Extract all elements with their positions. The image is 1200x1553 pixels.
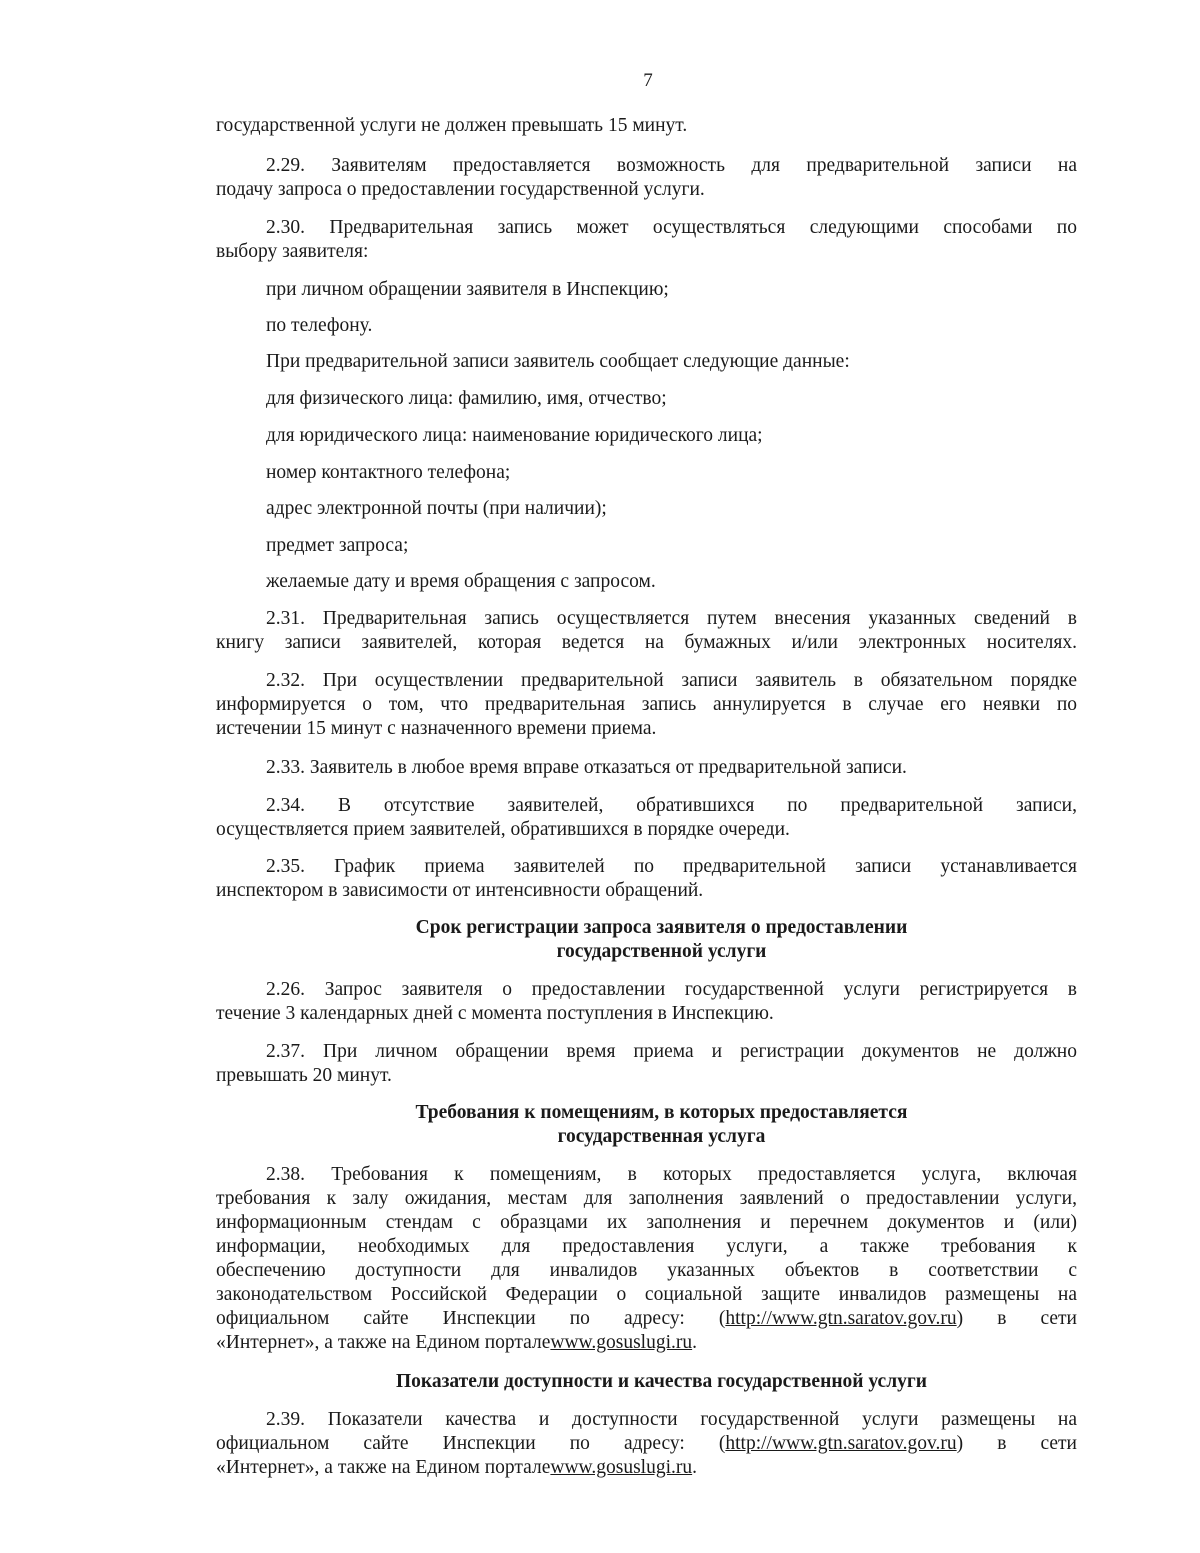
text-line: при личном обращении заявителя в Инспекцию; <box>266 279 669 300</box>
text-line: инспектором в зависимости от интенсивности обращений. <box>216 880 704 901</box>
text-line: превышать 20 минут. <box>216 1065 392 1086</box>
text-line: по телефону. <box>266 315 373 336</box>
text-line: требования к залу ожидания, местам для заполнения заявлений о предоставлении услуги, <box>216 1188 1077 1209</box>
text-line: желаемые дату и время обращения с запросом. <box>266 571 656 592</box>
text-line: информации, необходимых для предоставления услуги, а также требования к <box>216 1236 1077 1257</box>
page-number: 7 <box>643 70 653 91</box>
gosuslugi-link[interactable]: www.gosuslugi.ru <box>550 1332 693 1353</box>
text-line: При предварительной записи заявитель сообщает следующие данные: <box>266 351 850 372</box>
text-line: предмет запроса; <box>266 535 409 556</box>
text-line <box>216 1307 1077 1331</box>
gosuslugi-link[interactable]: www.gosuslugi.ru <box>550 1457 693 1478</box>
text-fragment: официальном сайте Инспекции по адресу: ( <box>216 1308 726 1329</box>
text-line: для юридического лица: наименование юридического лица; <box>266 425 763 446</box>
text-line: 2.38. Требования к помещениям, в которых предоставляется услуга, включая <box>266 1164 1077 1185</box>
text-fragment: ) в сети <box>956 1433 1077 1454</box>
text-line: информационным стендам с образцами их заполнения и перечнем документов и (или) <box>216 1212 1077 1233</box>
text-line: 2.39. Показатели качества и доступности государственной услуги размещены на <box>266 1409 1077 1430</box>
section-heading: государственная услуга <box>557 1126 766 1147</box>
text-fragment: . <box>692 1332 698 1353</box>
section-heading: государственной услуги <box>556 941 767 962</box>
inspection-site-link[interactable]: http://www.gtn.saratov.gov.ru <box>725 1308 957 1329</box>
text-fragment: «Интернет», а также на Едином портале <box>216 1332 551 1353</box>
text-line: книгу записи заявителей, которая ведется на бумажных и/или электронных носителях. <box>216 632 1077 653</box>
text-line <box>216 1456 1077 1480</box>
text-line: государственной услуги не должен превышать 15 минут. <box>216 115 688 136</box>
text-line: 2.31. Предварительная запись осуществляется путем внесения указанных сведений в <box>266 608 1077 629</box>
text-fragment: «Интернет», а также на Едином портале <box>216 1457 551 1478</box>
inspection-site-link[interactable]: http://www.gtn.saratov.gov.ru <box>725 1433 957 1454</box>
text-line: осуществляется прием заявителей, обратившихся в порядке очереди. <box>216 819 790 840</box>
section-heading: Срок регистрации запроса заявителя о предоставлении <box>415 917 908 938</box>
text-line: 2.32. При осуществлении предварительной записи заявитель в обязательном порядке <box>266 670 1077 691</box>
text-line: адрес электронной почты (при наличии); <box>266 498 607 519</box>
section-heading: Показатели доступности и качества государственной услуги <box>395 1371 927 1392</box>
text-line <box>216 1432 1077 1456</box>
text-line: 2.30. Предварительная запись может осуществляться следующими способами по <box>266 217 1077 238</box>
section-heading: Требования к помещениям, в которых предоставляется <box>415 1102 908 1123</box>
text-line: для физического лица: фамилию, имя, отчество; <box>266 388 667 409</box>
text-fragment: . <box>692 1457 698 1478</box>
text-line: законодательством Российской Федерации о социальной защите инвалидов размещены на <box>216 1284 1077 1305</box>
text-line: выбору заявителя: <box>216 241 369 262</box>
text-line: 2.34. В отсутствие заявителей, обратившихся по предварительной записи, <box>266 795 1077 816</box>
text-line: 2.26. Запрос заявителя о предоставлении государственной услуги регистрируется в <box>266 979 1077 1000</box>
text-line: 2.37. При личном обращении время приема и регистрации документов не должно <box>266 1041 1077 1062</box>
text-line: обеспечению доступности для инвалидов указанных объектов в соответствии с <box>216 1260 1077 1281</box>
text-line: информируется о том, что предварительная запись аннулируется в случае его неявки по <box>216 694 1077 715</box>
text-line: истечении 15 минут с назначенного времени приема. <box>216 718 657 739</box>
text-line <box>216 1331 1077 1355</box>
text-line: подачу запроса о предоставлении государственной услуги. <box>216 179 705 200</box>
text-fragment: официальном сайте Инспекции по адресу: ( <box>216 1433 726 1454</box>
text-line: номер контактного телефона; <box>266 462 511 483</box>
text-fragment: ) в сети <box>956 1308 1077 1329</box>
text-line: течение 3 календарных дней с момента поступления в Инспекцию. <box>216 1003 774 1024</box>
text-line: 2.29. Заявителям предоставляется возможность для предварительной записи на <box>266 155 1077 176</box>
text-line: 2.33. Заявитель в любое время вправе отказаться от предварительной записи. <box>266 757 907 778</box>
text-line: 2.35. График приема заявителей по предварительной записи устанавливается <box>266 856 1077 877</box>
